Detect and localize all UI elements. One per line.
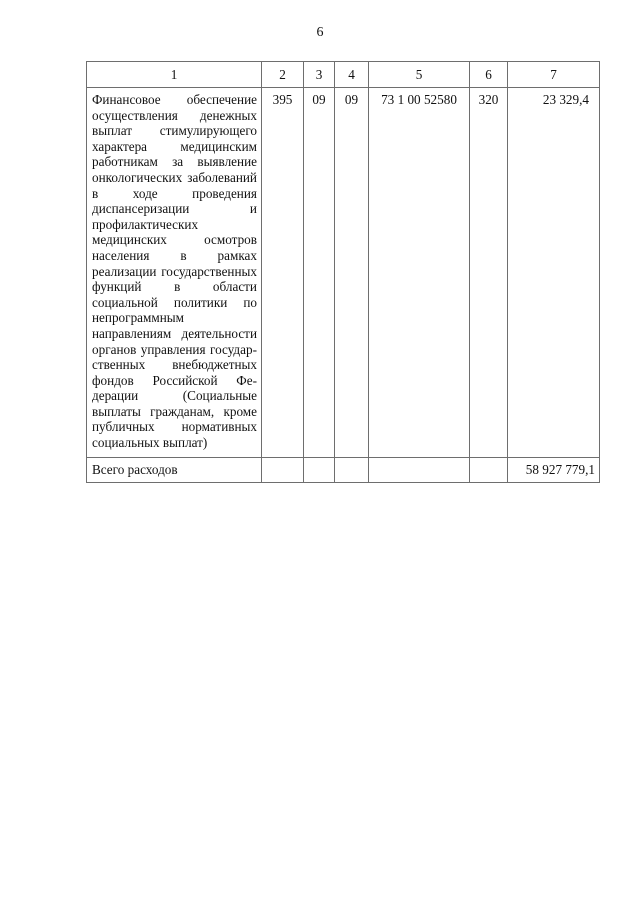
table-row [87, 88, 600, 458]
expenditure-table [86, 61, 600, 483]
column-header-1: 1 [87, 62, 262, 88]
total-empty-2 [262, 457, 304, 482]
total-empty-3 [304, 457, 335, 482]
row-code-2: 395 [262, 88, 304, 458]
column-header-7: 7 [508, 62, 600, 88]
total-empty-5 [369, 457, 470, 482]
row-code-3: 09 [304, 88, 335, 458]
column-header-3: 3 [304, 62, 335, 88]
table-header-row [87, 62, 600, 88]
row-code-6: 320 [470, 88, 508, 458]
total-row [87, 457, 600, 482]
total-amount: 58 927 779,1 [508, 457, 600, 482]
row-amount: 23 329,4 [508, 88, 600, 458]
column-header-2: 2 [262, 62, 304, 88]
total-empty-4 [335, 457, 369, 482]
total-empty-6 [470, 457, 508, 482]
row-code-5: 73 1 00 52580 [369, 88, 470, 458]
total-label: Всего расходов [87, 457, 262, 482]
column-header-5: 5 [369, 62, 470, 88]
row-code-4: 09 [335, 88, 369, 458]
column-header-6: 6 [470, 62, 508, 88]
column-header-4: 4 [335, 62, 369, 88]
row-description: Финансовое обеспечение осуществления денежных выплат стимулирующего характера медицинским работникам за выявление онкологических заболеваний в ходе проведения диспансеризации и профилактических медицинских осмотров населения в рамках реализации государственных функций в области социальной политики по непрограммным направлениям деятельности органов управления государственных внебюджетных фондов Российской Федерации (Социальные выплаты гражданам, кроме публичных нормативных социальных выплат) [87, 88, 262, 458]
page-number: 6 [316, 25, 324, 40]
